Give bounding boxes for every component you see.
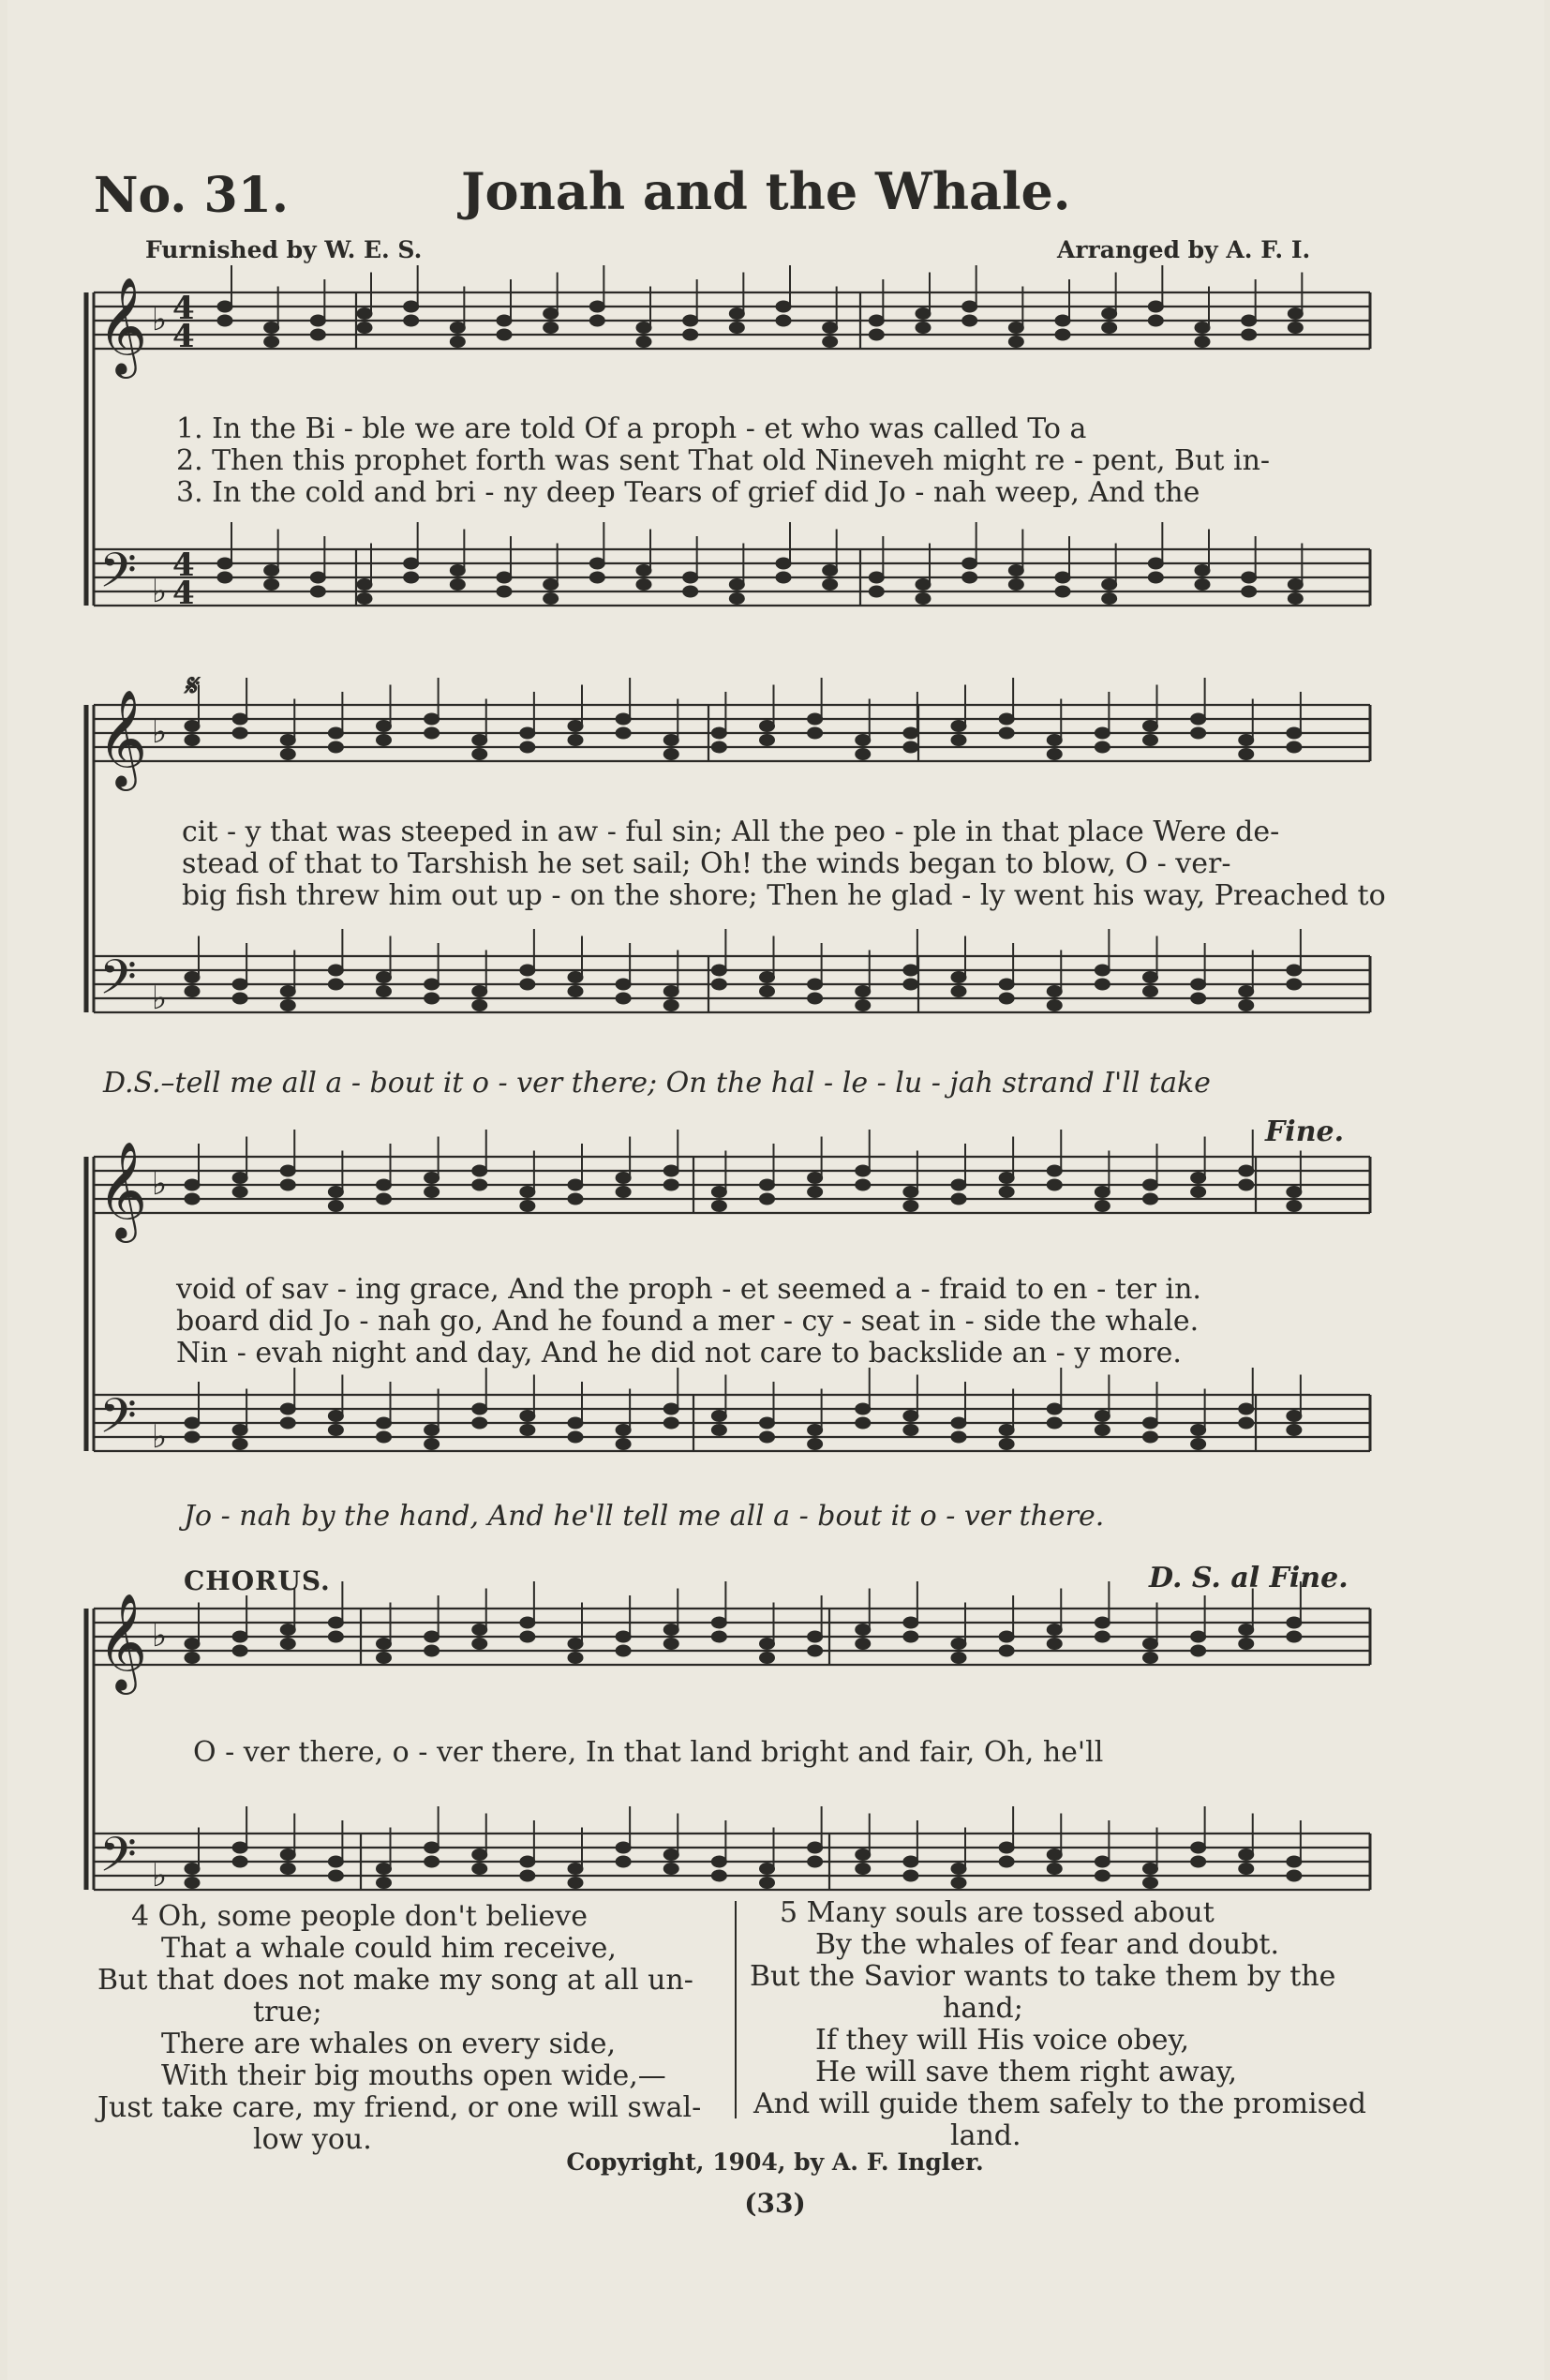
svg-text:𝄞: 𝄞 xyxy=(97,1141,148,1239)
hymn-number: No. 31. xyxy=(94,167,289,224)
verse4-line: true; xyxy=(253,1996,322,2028)
furnished-credit: Furnished by W. E. S. xyxy=(145,236,423,263)
svg-text:♭: ♭ xyxy=(152,1418,168,1456)
verse5-line: If they will His voice obey, xyxy=(815,2024,1190,2057)
chorus-label: CHORUS. xyxy=(184,1565,331,1596)
system3-ds-line: Jo - nah by the hand, And he'll tell me all a - bout it o - ver there. xyxy=(184,1500,1105,1533)
verse-4 xyxy=(94,1901,701,2156)
verse4-line: Just take care, my friend, or one will swal- xyxy=(97,2091,702,2124)
system3-verse2: board did Jo - nah go, And he found a mer - cy - seat in - side the whale. xyxy=(176,1305,1200,1338)
svg-text:♭: ♭ xyxy=(152,1165,168,1203)
verse4-line: But that does not make my song at all un- xyxy=(97,1964,693,1997)
verse-5 xyxy=(750,1897,1366,2152)
verse4-line: That a whale could him receive, xyxy=(161,1932,617,1965)
svg-text:♭: ♭ xyxy=(152,1617,168,1654)
svg-text:♭: ♭ xyxy=(152,301,168,338)
system1-verse1: 1. In the Bi - ble we are told Of a proph - et who was called To a xyxy=(176,412,1087,445)
verse5-line: But the Savior wants to take them by the xyxy=(750,1960,1336,1993)
verse5-line: hand; xyxy=(943,1992,1023,2025)
copyright: Copyright, 1904, by A. F. Ingler. xyxy=(566,2148,984,2176)
svg-text:♭: ♭ xyxy=(152,980,168,1017)
svg-text:4: 4 xyxy=(172,546,195,584)
system2-verse3: big fish threw him out up - on the shore; Then he glad - ly went his way, Preached to xyxy=(182,879,1386,912)
segno-sign: 𝄋 xyxy=(184,667,197,703)
system1-verse2: 2. Then this prophet forth was sent That old Nineveh might re - pent, But in- xyxy=(176,444,1271,477)
system2-verse2: stead of that to Tarshish he set sail; Oh! the winds began to blow, O - ver- xyxy=(182,847,1231,880)
chorus-lyric: O - ver there, o - ver there, In that land bright and fair, Oh, he'll xyxy=(193,1736,1104,1769)
svg-text:♭: ♭ xyxy=(152,713,168,751)
page-number: (33) xyxy=(744,2188,806,2219)
system2-verse1: cit - y that was steeped in aw - ful sin; All the peo - ple in that place Were de- xyxy=(182,816,1280,848)
svg-text:♭: ♭ xyxy=(152,573,168,610)
svg-text:𝄞: 𝄞 xyxy=(97,277,148,375)
ds-al-fine-marker: D. S. al Fine. xyxy=(1149,1562,1349,1594)
song-title: Jonah and the Whale. xyxy=(461,161,1071,221)
verse4-line: With their big mouths open wide,— xyxy=(161,2059,666,2092)
verse5-line: He will save them right away, xyxy=(815,2056,1238,2088)
system3-verse3: Nin - evah night and day, And he did not care to backslide an - y more. xyxy=(176,1337,1182,1370)
svg-text:4: 4 xyxy=(172,575,195,612)
verse4-line: There are whales on every side, xyxy=(161,2028,617,2060)
system2-ds-line: D.S.–tell me all a - bout it o - ver there; On the hal - le - lu - jah strand I'll take xyxy=(103,1067,1211,1100)
svg-text:𝄢: 𝄢 xyxy=(99,542,137,610)
verse4-line: low you. xyxy=(253,2123,372,2156)
verse5-line: 5 Many souls are tossed about xyxy=(780,1896,1215,1929)
svg-text:𝄞: 𝄞 xyxy=(97,689,148,787)
svg-text:𝄢: 𝄢 xyxy=(99,1387,137,1456)
verse5-line: And will guide them safely to the promised xyxy=(753,2088,1366,2120)
verse5-line: land. xyxy=(950,2119,1021,2152)
svg-text:𝄢: 𝄢 xyxy=(99,949,137,1017)
svg-text:𝄢: 𝄢 xyxy=(99,1826,137,1894)
verse5-line: By the whales of fear and doubt. xyxy=(815,1928,1280,1961)
svg-text:♭: ♭ xyxy=(152,1857,168,1894)
fine-marker: Fine. xyxy=(1265,1115,1345,1148)
arranged-credit: Arranged by A. F. I. xyxy=(1057,236,1311,263)
svg-text:𝄞: 𝄞 xyxy=(97,1593,148,1691)
verse-divider xyxy=(735,1901,737,2118)
system3-verse1: void of sav - ing grace, And the proph - et seemed a - fraid to en - ter in. xyxy=(176,1273,1201,1306)
svg-text:4: 4 xyxy=(172,290,195,327)
verse4-line: 4 Oh, some people don't believe xyxy=(131,1900,588,1933)
system1-verse3: 3. In the cold and bri - ny deep Tears of grief did Jo - nah weep, And the xyxy=(176,476,1200,509)
svg-text:4: 4 xyxy=(172,318,195,355)
